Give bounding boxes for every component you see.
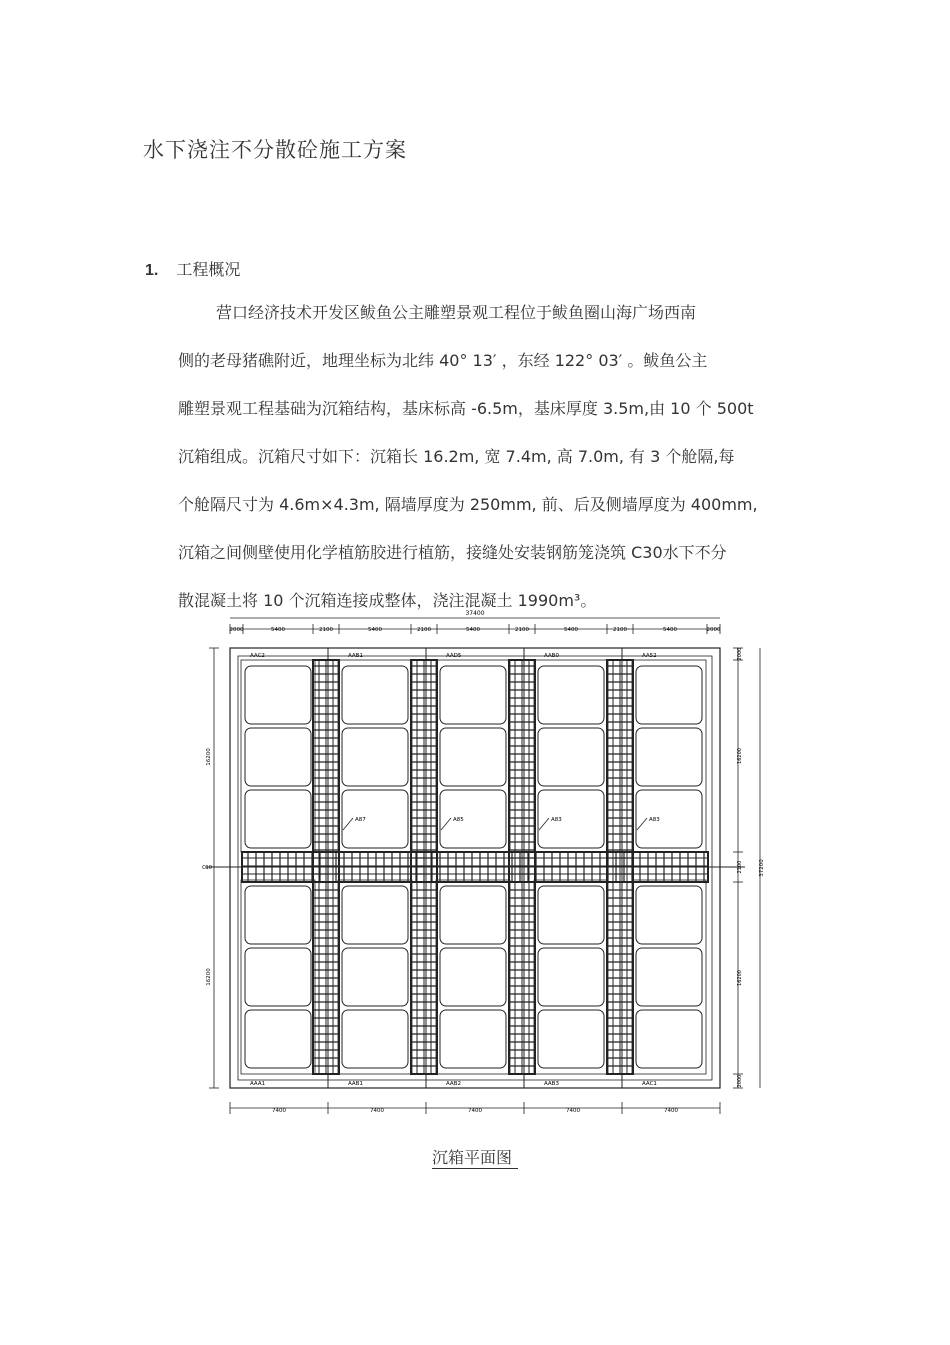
caisson-tag: AAC1 [642,1081,657,1087]
dimension-label: 37200 [759,859,765,877]
caisson-cell [538,948,604,1006]
caisson-outline [338,880,412,1074]
caisson-cell [440,886,506,944]
caisson-cell [245,948,311,1006]
caisson-cell [440,1010,506,1068]
caisson-cell [636,666,702,724]
caisson-cell [636,728,702,786]
dimension-label: 5400 [564,627,578,633]
dimension-label: 5400 [271,627,285,633]
caisson-tag: A87 [355,817,366,823]
dimension-label: 2100 [417,627,431,633]
leader-line [637,818,647,830]
caisson-outline [241,880,315,1074]
caisson-cell [245,666,311,724]
caisson-cell [245,728,311,786]
caisson-outline [632,880,706,1074]
dimension-label: 16200 [206,748,212,766]
caisson-cell [440,948,506,1006]
dimension-label: 2000 [229,627,244,633]
paragraph-line: 沉箱组成。沉箱尺寸如下：沉箱长 16.2m, 宽 7.4m, 高 7.0m, 有 3 个舱隔,每 [178,447,735,466]
caisson-cell [538,1010,604,1068]
caisson-cell [342,1010,408,1068]
caisson-tag: AAB0 [544,653,559,659]
caisson-cell [636,886,702,944]
caisson-plan-drawing [200,603,770,1123]
caisson-cell [342,948,408,1006]
plan-inner-frame [238,656,712,1080]
leader-line [441,818,451,830]
dimension-label: 7400 [566,1108,580,1114]
section-title: 工程概况 [176,260,241,279]
leader-line [343,818,353,830]
dimension-label: 5400 [663,627,677,633]
dimension-label: 7400 [370,1108,384,1114]
caisson-tag: AAB2 [446,1081,461,1087]
paragraph-line: 侧的老母猪礁附近，地理坐标为北纬 40° 13′ ，东经 122° 03′ 。鲅鱼公主 [178,351,708,370]
paragraph-line: 个舱隔尺寸为 4.6m×4.3m, 隔墙厚度为 250mm, 前、后及侧墙厚度为 400mm, [178,495,758,514]
dimension-label: 2000 [737,647,743,661]
caisson-tag: A83 [551,817,562,823]
caisson-outline [241,660,315,852]
caisson-tag: AAD5 [446,653,462,659]
caisson-cell [636,948,702,1006]
caisson-outline [534,880,608,1074]
dimension-label: 7400 [468,1108,482,1114]
section-heading [145,257,240,280]
dimension-label: 2100 [515,627,529,633]
caisson-cell [440,666,506,724]
caisson-cell [538,666,604,724]
caisson-cell [342,728,408,786]
caisson-cell [245,790,311,848]
dimension-label: 2100 [737,860,743,874]
dimension-label: 5400 [466,627,480,633]
caisson-cell [245,886,311,944]
caisson-cell [538,728,604,786]
dimension-label: 7400 [272,1108,286,1114]
document-title: 水下浇注不分散砼施工方案 [143,138,407,162]
dimension-label: 5400 [368,627,382,633]
dimension-label: 2000 [706,627,721,633]
caisson-tag: AAA1 [250,1081,266,1087]
dimension-label: 2100 [319,627,333,633]
paragraph-line: 沉箱之间侧壁使用化学植筋胶进行植筋，接缝处安装钢筋笼浇筑 C30水下不分 [178,543,727,562]
axis-label: C10 [202,865,212,871]
caisson-tag: A83 [649,817,660,823]
caisson-cell [538,886,604,944]
dimension-label: 16200 [737,748,743,764]
section-number: 1. [145,262,159,279]
dimension-label: 16200 [206,968,212,986]
paragraph-line: 营口经济技术开发区鲅鱼公主雕塑景观工程位于鲅鱼圈山海广场西南 [216,303,697,322]
paragraph-line: 散混凝土将 10 个沉箱连接成整体，浇注混凝土 1990m³。 [178,591,597,610]
paragraph-line: 雕塑景观工程基础为沉箱结构，基床标高 -6.5m，基床厚度 3.5m,由 10 个 500t [178,399,754,418]
dimension-label: 37400 [465,610,485,617]
caisson-tag: AA52 [642,653,657,659]
caisson-cell [636,1010,702,1068]
caisson-cell [342,886,408,944]
caisson-cell [342,666,408,724]
caisson-outline [436,880,510,1074]
caisson-tag: AAC2 [250,653,265,659]
figure-caption-text: 沉箱平面图 [432,1148,518,1169]
dimension-label: 2100 [613,627,627,633]
caisson-cell [440,728,506,786]
caisson-cell [245,1010,311,1068]
overview-paragraph [178,296,808,632]
figure-caption [0,1145,950,1168]
caisson-tag: A85 [453,817,464,823]
caisson-tag: AAB3 [544,1081,559,1087]
dimension-label: 2000 [737,1074,743,1088]
dimension-label: 7400 [664,1108,678,1114]
dimension-label: 16200 [737,970,743,986]
caisson-tag: AAB1 [348,653,363,659]
caisson-tag: AAB1 [348,1081,363,1087]
leader-line [539,818,549,830]
